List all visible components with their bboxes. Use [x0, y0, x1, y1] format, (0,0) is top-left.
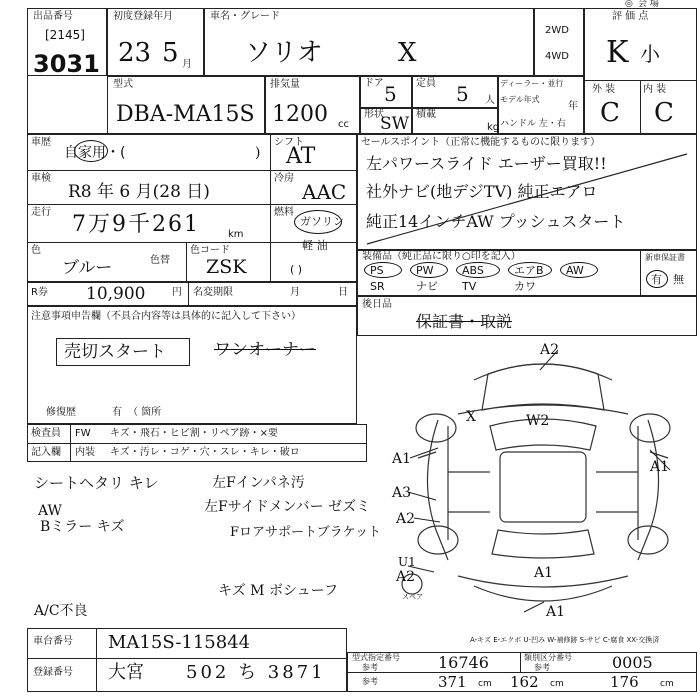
chassis-split [96, 628, 97, 692]
displacement-label: 排気量 [270, 79, 300, 90]
meigi-month: 月 [290, 287, 300, 298]
drive-box [534, 8, 584, 76]
equipment-item: TV [462, 280, 477, 293]
color-vsplit [186, 242, 187, 282]
mileage-label: 走行 [31, 207, 51, 218]
r-label: R券 [31, 287, 48, 298]
person-unit: 人 [485, 95, 495, 106]
model-value: DBA-MA15S [116, 102, 255, 127]
doors-value: 5 [384, 82, 397, 106]
fw-items: キズ・飛石・ヒビ割・リペア跡・×要 [110, 428, 278, 439]
reg-area: 大宮 [108, 662, 144, 683]
score-value: K [606, 35, 629, 70]
equipment-item: エアB [514, 264, 544, 277]
color-change-label: 色替 [150, 255, 170, 266]
displacement-value: 1200 [272, 102, 328, 127]
color-code-label: 色コード [190, 245, 230, 256]
fuel-paren: ( ) [290, 263, 303, 276]
note-line4: 左Fインパネ汚 [212, 475, 305, 491]
km-unit: km [228, 229, 244, 240]
note-line2: AW [38, 503, 62, 519]
length-unit: cm [478, 679, 492, 689]
note-line7: キズ M ボシューフ [218, 583, 338, 599]
later-frame [357, 296, 697, 336]
type-label: 型式指定番号 [352, 653, 400, 662]
car-grade: X [398, 38, 417, 68]
inspection-label: 車検 [31, 173, 51, 184]
capacity-label: 定員 [416, 78, 436, 89]
equipment-item: AW [566, 264, 584, 277]
mileage-value: 7万9千261 [72, 212, 200, 237]
sales-line1: 左パワースライド エーザー買取!! [366, 154, 607, 173]
fuel-diesel: 軽 油 [302, 239, 328, 252]
equipment-item: ABS [462, 264, 484, 277]
ac-label: 冷房 [274, 173, 294, 184]
later-label: 後日品 [362, 299, 392, 310]
mark-w2: W2 [526, 413, 550, 429]
r-split [188, 282, 189, 306]
fuel-label: 燃料 [274, 207, 294, 218]
model-label: 型式 [113, 79, 133, 90]
score-label: 評 価 点 [612, 11, 649, 22]
type-no: 16746 [438, 653, 489, 672]
repair-label: 修復歴 [46, 407, 76, 418]
lot-label: 出品番号 [33, 11, 73, 22]
interior-grade: C [654, 98, 674, 128]
start-value: 売切スタート [64, 342, 166, 362]
lot-sub: [2145] [45, 28, 85, 42]
equipment-row1 [362, 264, 622, 278]
doors-label: ドア [364, 78, 384, 89]
color-code-value: ZSK [206, 256, 247, 278]
interior-row-label: 内装 [75, 447, 95, 458]
width-unit: cm [550, 679, 564, 689]
type-ref: 参考 [362, 663, 378, 672]
score-vsplit [640, 80, 641, 134]
model-year-label: モデル年式 [500, 95, 540, 104]
reg-number: 502 ち 3871 [186, 662, 326, 683]
meigi-label: 名変期限 [193, 287, 233, 298]
load-label: 積載 [416, 109, 436, 120]
equipment-item: カワ [514, 280, 536, 293]
mark-x: X [466, 409, 476, 425]
equipment-circle [508, 262, 552, 278]
shift-value: AT [286, 144, 316, 169]
history-row2 [27, 204, 357, 205]
shift-label: シフト [274, 137, 304, 148]
month-unit: 月 [182, 59, 192, 70]
fw-label: FW [75, 428, 91, 439]
mark-u1: U1 [398, 555, 416, 569]
meigi-day: 日 [338, 287, 348, 298]
equipment-circle [560, 262, 598, 278]
mark-a1-bottom: A1 [546, 604, 566, 620]
note-line1: シートヘタリ キレ [34, 474, 159, 492]
mark-a2-top: A2 [540, 342, 560, 358]
score-sub: 小 [640, 42, 660, 66]
kg-unit: kg [487, 122, 500, 133]
equipment-circle [364, 262, 402, 278]
name-label: 車名・グレード [210, 11, 280, 22]
first-reg-month: 5 [162, 38, 179, 68]
exterior-grade: C [600, 98, 620, 128]
class-label: 類別区分番号 [524, 653, 572, 662]
history-close: ) [255, 145, 261, 161]
width-value: 162 [510, 673, 539, 691]
inspection-value: R8 年 6 月(28 日) [68, 182, 210, 202]
warranty-split [640, 250, 641, 296]
mark-a3: A3 [392, 485, 412, 501]
repair-value: 有 [112, 407, 122, 418]
mark-a1-right: A1 [650, 459, 670, 475]
sales-label: セールスポイント（正常に機能するものに限ります） [361, 137, 601, 148]
legend-text: A-キズ E-エクボ U-凹み W-補修跡 S-サビ C-腐食 XX-交換済 [470, 636, 660, 644]
capacity-value: 5 [456, 82, 469, 106]
entry-label: 記入欄 [31, 447, 61, 458]
sales-strike [357, 134, 697, 250]
year-unit: 年 [568, 101, 578, 112]
r-frame [27, 282, 357, 306]
sales-line3: 純正14インチAW プッシュスタート [366, 212, 626, 231]
class-no: 0005 [612, 653, 653, 672]
interior-label: 内 装 [643, 84, 667, 95]
drive-2wd: 2WD [545, 25, 569, 36]
first-reg-year: 23 [118, 38, 152, 68]
chassis-label: 車台番号 [33, 636, 73, 647]
notes-label: 注意事項申告欄（不具合内容等は具体的に記入して下さい） [31, 311, 301, 322]
venue-label: 会 場 [638, 0, 659, 9]
history-label: 車歴 [31, 137, 51, 148]
yen-unit: 円 [172, 287, 182, 298]
equipment-item: ナビ [416, 280, 438, 293]
history-vsplit [270, 134, 271, 282]
r-value: 10,900 [86, 284, 146, 304]
inspector-split [70, 424, 71, 462]
handle-label: ハンドル 左・右 [500, 119, 566, 129]
warranty-label: 新車保証書 [645, 253, 685, 262]
mark-a1-low: A1 [534, 565, 554, 581]
cc-unit: cc [338, 119, 349, 130]
note-line8: A/C不良 [34, 603, 88, 619]
note-line6: Fロアサポートブラケット [230, 525, 381, 540]
mark-a2-mid: A2 [396, 511, 416, 527]
equipment-item: SR [370, 280, 385, 293]
struck-value: ワンオーナー [214, 340, 316, 360]
dealer-label: ディーラー・並行 [500, 79, 564, 88]
size-ref: 参考 [362, 677, 378, 686]
chassis-mid [27, 658, 347, 659]
spare-label: スペア [402, 593, 423, 601]
equipment-circle [456, 262, 500, 278]
car-diagram [378, 340, 696, 630]
height-unit: cm [660, 679, 674, 689]
color-value: ブルー [62, 258, 113, 278]
chassis-value: MA15S-115844 [108, 632, 251, 653]
note-line5: 左Fサイドメンバー ゼズミ [204, 499, 371, 515]
inspector-label: 検査員 [31, 428, 61, 439]
equipment-row2 [362, 280, 622, 294]
car-name: ソリオ [245, 38, 323, 68]
note-line3: Bミラー キズ [40, 519, 125, 535]
exterior-label: 外 装 [592, 84, 616, 95]
in-items: キズ・汚レ・コゲ・穴・スレ・キレ・破ロ [110, 447, 300, 458]
class-ref: 参考 [534, 663, 550, 672]
warranty-yes: 有 [651, 273, 662, 286]
mark-a2-low: A2 [396, 569, 416, 585]
length-value: 371 [438, 673, 467, 691]
first-reg-label: 初度登録年月 [113, 11, 173, 22]
type-split [520, 652, 521, 672]
equipment-item: PS [370, 264, 384, 277]
inspector-mid [27, 443, 367, 444]
shape-value: SW [380, 114, 410, 134]
fuel-gas: ガソリン [300, 215, 344, 228]
color-label: 色 [31, 245, 41, 256]
history-value: 自家用・( [64, 145, 126, 161]
equipment-circle [410, 262, 448, 278]
height-value: 176 [610, 673, 639, 691]
shape-label: 形状 [364, 109, 384, 120]
reg-label: 登録番号 [33, 667, 73, 678]
warranty-no: 無 [673, 273, 684, 286]
mark-a1-left: A1 [392, 451, 412, 467]
drive-4wd: 4WD [545, 51, 569, 62]
ac-value: AAC [302, 180, 347, 204]
lot-number: 3031 [33, 50, 100, 78]
repair-place: （ 箇所 [128, 407, 162, 418]
equipment-item: PW [416, 264, 434, 277]
history-row1 [27, 170, 357, 171]
later-value: 保証書・取説 [416, 312, 513, 331]
sales-line2: 社外ナビ(地デジTV) 純正エアロ [366, 182, 598, 201]
equipment-label: 装備品（純正品に限り○印を記入） [362, 251, 521, 262]
venue-mark: ◎ [625, 0, 633, 9]
